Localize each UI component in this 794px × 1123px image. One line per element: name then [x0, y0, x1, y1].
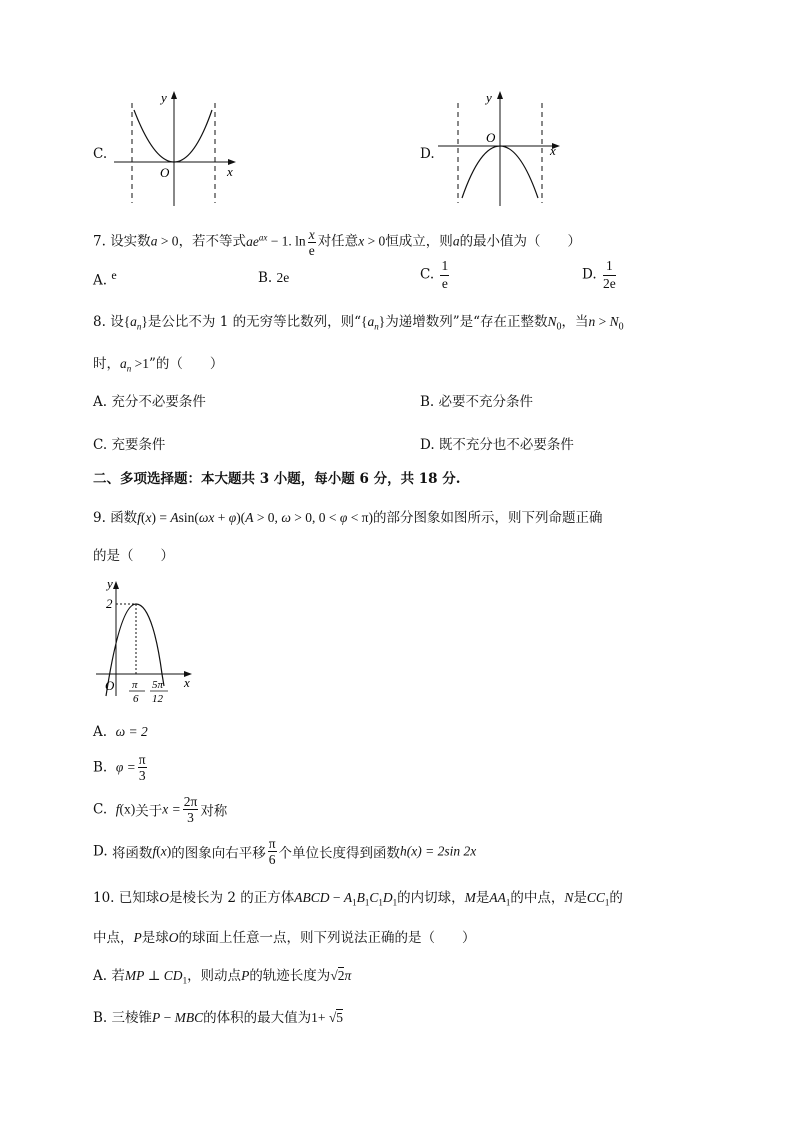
q6-option-c-label: C.	[93, 146, 108, 162]
q8-option-d: D. 既不充分也不必要条件	[420, 437, 574, 453]
q6-graph-d	[436, 88, 566, 208]
q6-graph-c	[110, 88, 240, 208]
q10-option-a: A. 若MP ⊥ $CD_1$，则动点P的轨迹长度为√2π	[93, 968, 352, 986]
q9-option-a: A. ω = 2	[93, 724, 148, 740]
q8-option-a: A. 充分不必要条件	[93, 394, 206, 410]
q8-option-c: C. 充要条件	[93, 437, 166, 453]
q9-graph-origin: O	[105, 678, 115, 693]
q9-number: 9.	[93, 510, 106, 526]
graph-c-origin: O	[160, 165, 170, 180]
q8-stem-line1: 8. 设$\{a_n\}$是公比不为 1 的无穷等比数列，则“$\{a_n\}$为递增数列”是“存在正整数$N_0$，当$n > N_0$	[93, 314, 624, 333]
q9-tick2-den: 12	[152, 693, 163, 705]
q7-option-a: A. $^e$	[93, 268, 117, 289]
graph-c-x-label: x	[227, 164, 233, 179]
q9-option-c: C. f(x)关于x = $\frac{2\pi}{3}$ 对称	[93, 794, 228, 825]
q8-stem-line2: 时，$a_n >1$”的（ ）	[93, 356, 224, 374]
q8-option-b: B. 必要不充分条件	[420, 394, 534, 410]
q7-stem: 7. 设实数a > 0，若不等式$ae^{ax} - 1$. ln $\frac{x}{e}$ 对任意x > 0恒成立，则a的最小值为（ ）	[93, 226, 582, 258]
q7-fraction: $\frac{x}{e}$	[308, 226, 315, 258]
q9-graph-x: x	[184, 675, 190, 690]
q9-graph-y: y	[107, 576, 113, 591]
graph-d-y-label: y	[486, 90, 492, 105]
q7-option-b: B. 2e	[258, 270, 290, 286]
q8-number: 8.	[93, 314, 106, 330]
section-heading-multiple-choice: 二、多项选择题：本大题共 3 小题，每小题 6 分，共 18 分.	[93, 471, 461, 487]
graph-d-x-label: x	[550, 143, 556, 158]
q9-graph-max: 2	[106, 596, 113, 611]
q6-option-d-label: D.	[420, 146, 435, 162]
q7-option-c: C. $\frac{1}{e}$	[420, 258, 449, 291]
q9-tick2-num: 5π	[152, 679, 164, 691]
q9-stem-line1: 9. 函数f(x) = Asin(ωx + φ)(A > 0, ω > 0, 0 < φ < π)的部分图象如图所示，则下列命题正确	[93, 510, 603, 526]
q10-stem-line1: 10. 已知球O是棱长为 2 的正方体ABCD − $A_1B_1C_1D_1$的内切球，M是$AA_1$的中点，N是$CC_1$的	[93, 890, 623, 908]
q10-option-b: B. 三棱锥P − MBC的体积的最大值为1+ √5	[93, 1010, 344, 1026]
q7-option-d: D. $\frac{1}{2e}$	[582, 258, 616, 291]
q10-number: 10.	[93, 890, 115, 906]
q7-number: 7.	[93, 233, 106, 250]
q9-graph	[92, 574, 202, 706]
q9-stem-line2: 的是（ ）	[93, 548, 174, 564]
q9-option-d: D. 将函数f(x)的图象向右平移 $\frac{\pi}{6}$ 个单位长度得到函数h(x) = 2sin 2x	[93, 836, 477, 867]
q9-tick1-num: π	[132, 679, 138, 691]
q9-option-b: B. φ = $\frac{\pi}{3}$	[93, 752, 146, 783]
q9-tick1-den: 6	[133, 693, 139, 705]
graph-c-y-label: y	[161, 90, 167, 105]
graph-d-origin: O	[486, 130, 496, 145]
q10-stem-line2: 中点，P是球O的球面上任意一点，则下列说法正确的是（ ）	[93, 930, 476, 946]
